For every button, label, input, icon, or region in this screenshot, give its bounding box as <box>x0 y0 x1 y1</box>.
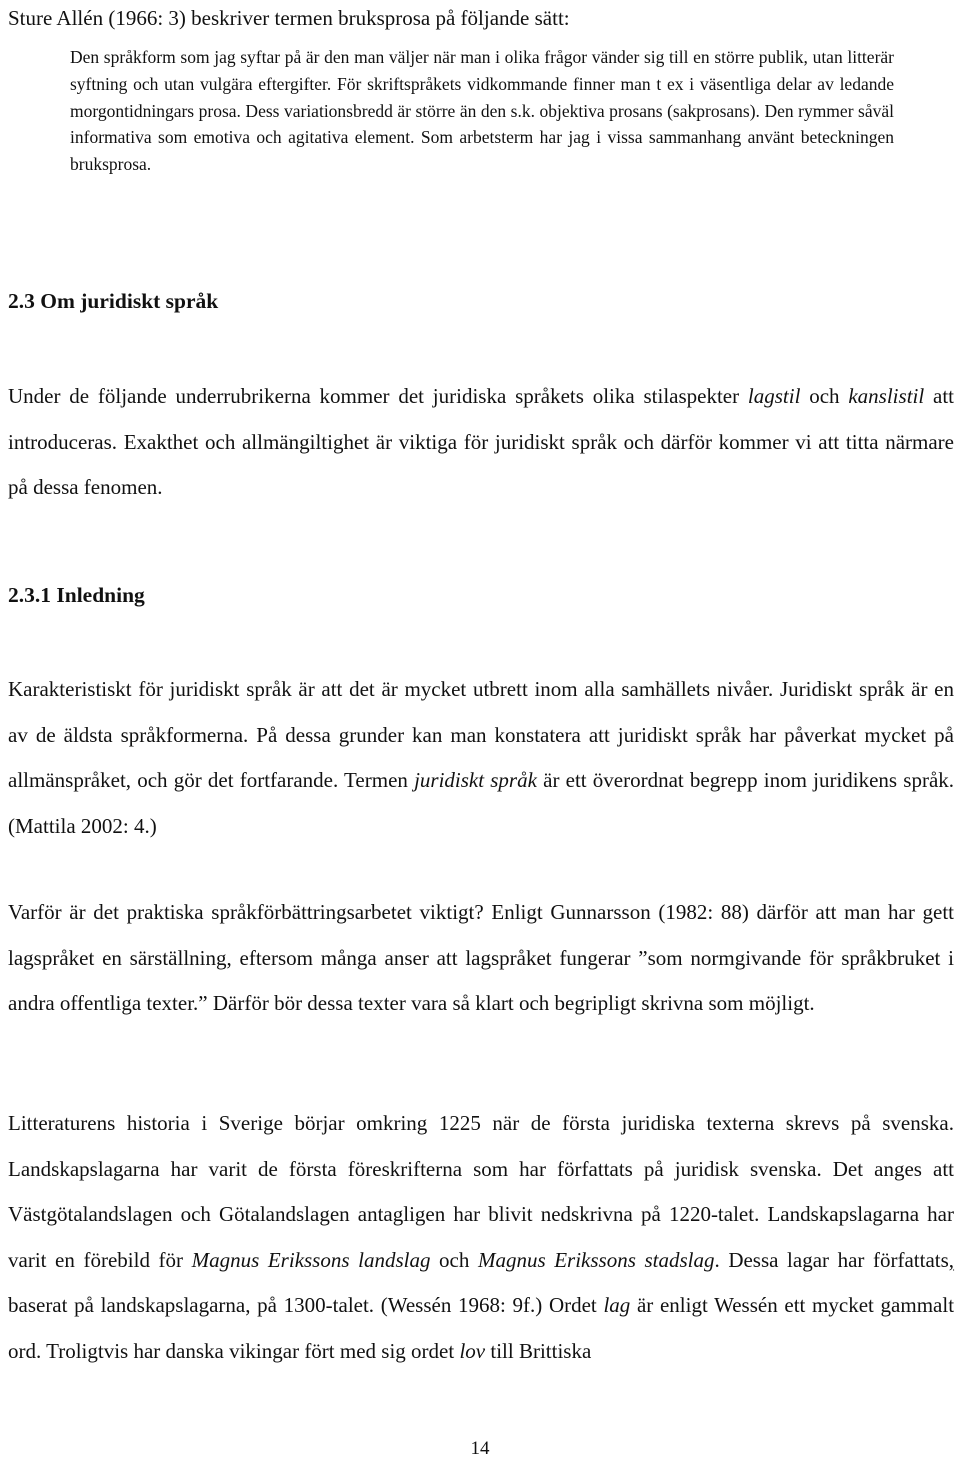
term-lagstil: lagstil <box>747 384 801 408</box>
section-heading-2-3: 2.3 Om juridiskt språk <box>8 289 219 313</box>
intro-sentence: Sture Allén (1966: 3) beskriver termen bruksprosa på följande sätt: <box>8 6 570 30</box>
paragraph-inledning <box>8 667 954 849</box>
text-run: och <box>809 384 840 408</box>
title-stadslag: Magnus Erikssons stadslag <box>477 1247 715 1272</box>
text-run: är enligt Wessén ett mycket gammalt ord. Troligtvis har danska vikingar fört med sig ordet <box>8 1293 955 1363</box>
text-run: och <box>439 1247 470 1272</box>
text-run: att introduceras. Exakthet och allmängiltighet är viktiga för juridiskt språk och därför kommer vi att titta närmare på dessa fenomen. <box>8 384 954 499</box>
text-run: Litteraturens historia i Sverige börjar omkring 1225 när de första juridiska texterna skrevs på svenska. Landskapslagarna har varit de första föreskrifterna som har författats på juridisk svenska. Det anges att Västgötalandslagen och Götalandslagen antagligen har blivit nedskrivna på 1220-talet. Landskapslagarna har varit en förebild för <box>8 1111 954 1272</box>
page-number: 14 <box>470 1438 490 1459</box>
text-run: . Dessa lagar har författats <box>714 1247 949 1272</box>
text-run: till Brittiska <box>490 1338 592 1363</box>
text-run: Karakteristiskt för juridiskt språk är att det är mycket utbrett inom alla samhällets nivåer. Juridiskt språk är en av de äldsta språkformerna. På dessa grunder kan man konstatera att juridiskt språk har påverkat mycket på allmänspråket, och gör det fortfarande. Termen <box>8 677 954 793</box>
text-run: baserat på landskapslagarna, på 1300-talet. (Wessén 1968: 9f.) Ordet <box>8 1293 597 1318</box>
block-quote: Den språkform som jag syftar på är den man väljer när man i olika frågor vänder sig till en större publik, utan litterär syftning och utan vulgära eftergifter. För skriftspråkets vidkommande finner man t ex i väsentliga delar av ledande morgontidningars prosa. Dess variationsbredd är större än den s.k. objektiva prosans (sakprosans). Den rymmer såväl informativa som emotiva och agitativa element. Som arbetsterm har jag i vissa sammanhang använt beteckningen bruksprosa. <box>70 47 894 175</box>
paragraph-sprakforbattring: Varför är det praktiska språkförbättringsarbetet viktigt? Enligt Gunnarsson (1982: 88) därför att man har gett lagspråket en särställning, eftersom många anser att lagspråket fungerar ”som normgivande för språkbruket i andra offentliga texter.” Därför bör dessa texter vara så klart och begripligt skrivna som möjligt. <box>8 900 954 1016</box>
text-run: är ett överordnat begrepp inom juridikens språk. (Mattila 2002: 4.) <box>8 768 955 838</box>
title-landslag: Magnus Erikssons landslag <box>191 1247 431 1272</box>
term-lov: lov <box>459 1338 486 1363</box>
term-juridiskt-sprak: juridiskt språk <box>414 768 537 793</box>
paragraph-litteraturens-historia <box>8 1101 954 1375</box>
underlined-comma: , <box>948 1247 955 1272</box>
text-run: Under de följande underrubrikerna kommer det juridiska språkets olika stilaspekter <box>8 384 740 408</box>
section-heading-2-3-1: 2.3.1 Inledning <box>8 583 145 607</box>
paragraph-stilaspekter <box>8 374 954 511</box>
term-lag: lag <box>603 1293 631 1318</box>
term-kanslistil: kanslistil <box>848 384 925 408</box>
